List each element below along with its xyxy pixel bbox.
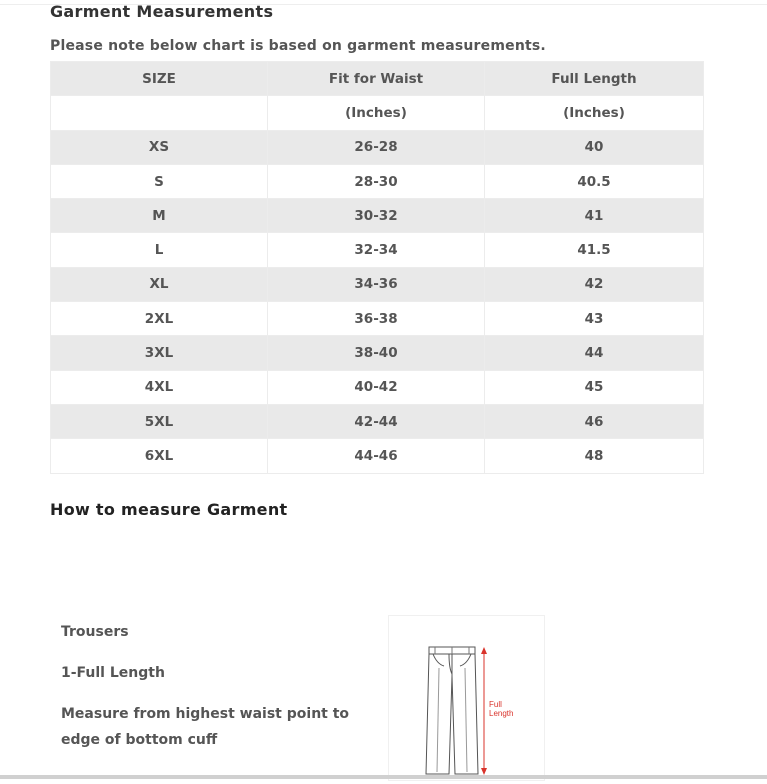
header-cell: Full Length — [485, 62, 704, 96]
table-row — [51, 336, 704, 370]
measurement-description: Measure from highest waist point to edge of bottom cuff — [61, 706, 350, 748]
size-chart-table — [50, 61, 704, 474]
table-row — [51, 199, 704, 233]
length-cell: 45 — [485, 370, 704, 404]
how-to-measure-title: How to measure Garment — [50, 500, 288, 519]
size-cell: L — [51, 233, 268, 267]
size-cell: 3XL — [51, 336, 268, 370]
measurement-name: 1-Full Length — [61, 665, 165, 681]
length-cell: 44 — [485, 336, 704, 370]
table-row — [51, 302, 704, 336]
table-row — [51, 370, 704, 404]
header-cell: (Inches) — [268, 96, 485, 130]
table-row — [51, 439, 704, 473]
header-cell: (Inches) — [485, 96, 704, 130]
table-row — [51, 130, 704, 164]
garment-type-label: Trousers — [61, 624, 129, 640]
trousers-outline-icon — [426, 647, 478, 774]
waist-cell: 30-32 — [268, 199, 485, 233]
table-header-row — [51, 62, 704, 96]
length-cell: 40 — [485, 130, 704, 164]
size-cell: 6XL — [51, 439, 268, 473]
size-cell: S — [51, 164, 268, 198]
size-cell: 4XL — [51, 370, 268, 404]
size-cell: XL — [51, 267, 268, 301]
waist-cell: 28-30 — [268, 164, 485, 198]
table-row — [51, 164, 704, 198]
table-header-units-row — [51, 96, 704, 130]
length-cell: 43 — [485, 302, 704, 336]
waist-cell: 44-46 — [268, 439, 485, 473]
table-row — [51, 404, 704, 438]
trousers-diagram — [388, 615, 545, 781]
waist-cell: 36-38 — [268, 302, 485, 336]
size-cell: 2XL — [51, 302, 268, 336]
length-cell: 46 — [485, 404, 704, 438]
length-cell: 42 — [485, 267, 704, 301]
waist-cell: 40-42 — [268, 370, 485, 404]
size-cell: XS — [51, 130, 268, 164]
chart-note: Please note below chart is based on garment measurements. — [50, 38, 546, 54]
bottom-divider — [0, 775, 767, 779]
size-cell: 5XL — [51, 404, 268, 438]
header-cell — [51, 96, 268, 130]
header-cell: SIZE — [51, 62, 268, 96]
length-cell: 40.5 — [485, 164, 704, 198]
header-cell: Fit for Waist — [268, 62, 485, 96]
trousers-diagram-svg — [389, 616, 544, 780]
length-cell: 41.5 — [485, 233, 704, 267]
waist-cell: 32-34 — [268, 233, 485, 267]
page-title: Garment Measurements — [50, 2, 274, 21]
waist-cell: 26-28 — [268, 130, 485, 164]
waist-cell: 42-44 — [268, 404, 485, 438]
diagram-label-full: Full — [489, 700, 502, 709]
table-row — [51, 267, 704, 301]
waist-cell: 34-36 — [268, 267, 485, 301]
full-length-arrow-icon — [481, 647, 487, 775]
size-cell: M — [51, 199, 268, 233]
diagram-label-length: Length — [489, 709, 514, 718]
table-row — [51, 233, 704, 267]
length-cell: 41 — [485, 199, 704, 233]
length-cell: 48 — [485, 439, 704, 473]
waist-cell: 38-40 — [268, 336, 485, 370]
